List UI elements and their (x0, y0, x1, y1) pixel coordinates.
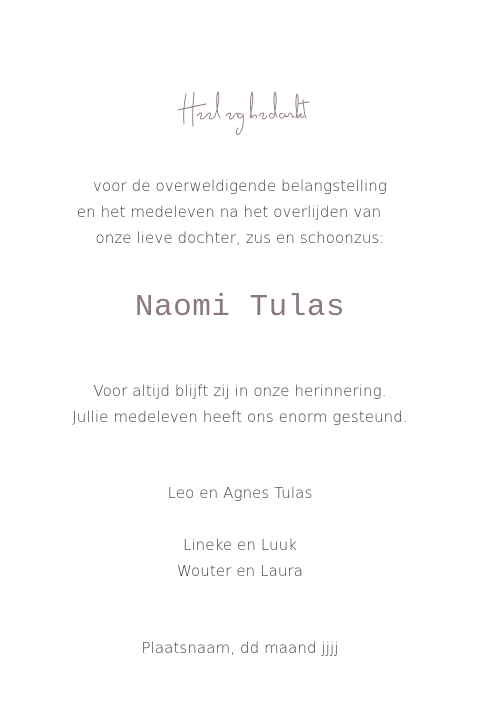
sibling-line-2: Wouter en Laura (176, 562, 304, 580)
sibling-line-1: Lineke en Luuk (182, 536, 298, 554)
memory-line-1: Voor altijd blijft zij in onze herinnering. (93, 382, 387, 400)
siblings-signature (0, 532, 480, 584)
intro-line-1: voor de overweldigende belangstelling (93, 177, 387, 195)
intro-line-3: onze lieve dochter, zus en schoonzus: (95, 229, 385, 247)
parents-names: Leo en Agnes Tulas (167, 484, 313, 502)
place-date (0, 635, 480, 661)
script-heading (170, 82, 310, 142)
script-heading-lettering (170, 82, 310, 142)
parents-signature (0, 480, 480, 506)
intro-paragraph (0, 173, 480, 251)
memory-paragraph (0, 378, 480, 430)
place-date-text: Plaatsnaam, dd maand jjjj (141, 639, 339, 657)
intro-line-2: en het medeleven na het overlijden van (76, 203, 382, 221)
memory-line-2: Jullie medeleven heeft ons enorm gesteund. (72, 408, 408, 426)
deceased-name: Naomi Tulas (134, 290, 346, 325)
